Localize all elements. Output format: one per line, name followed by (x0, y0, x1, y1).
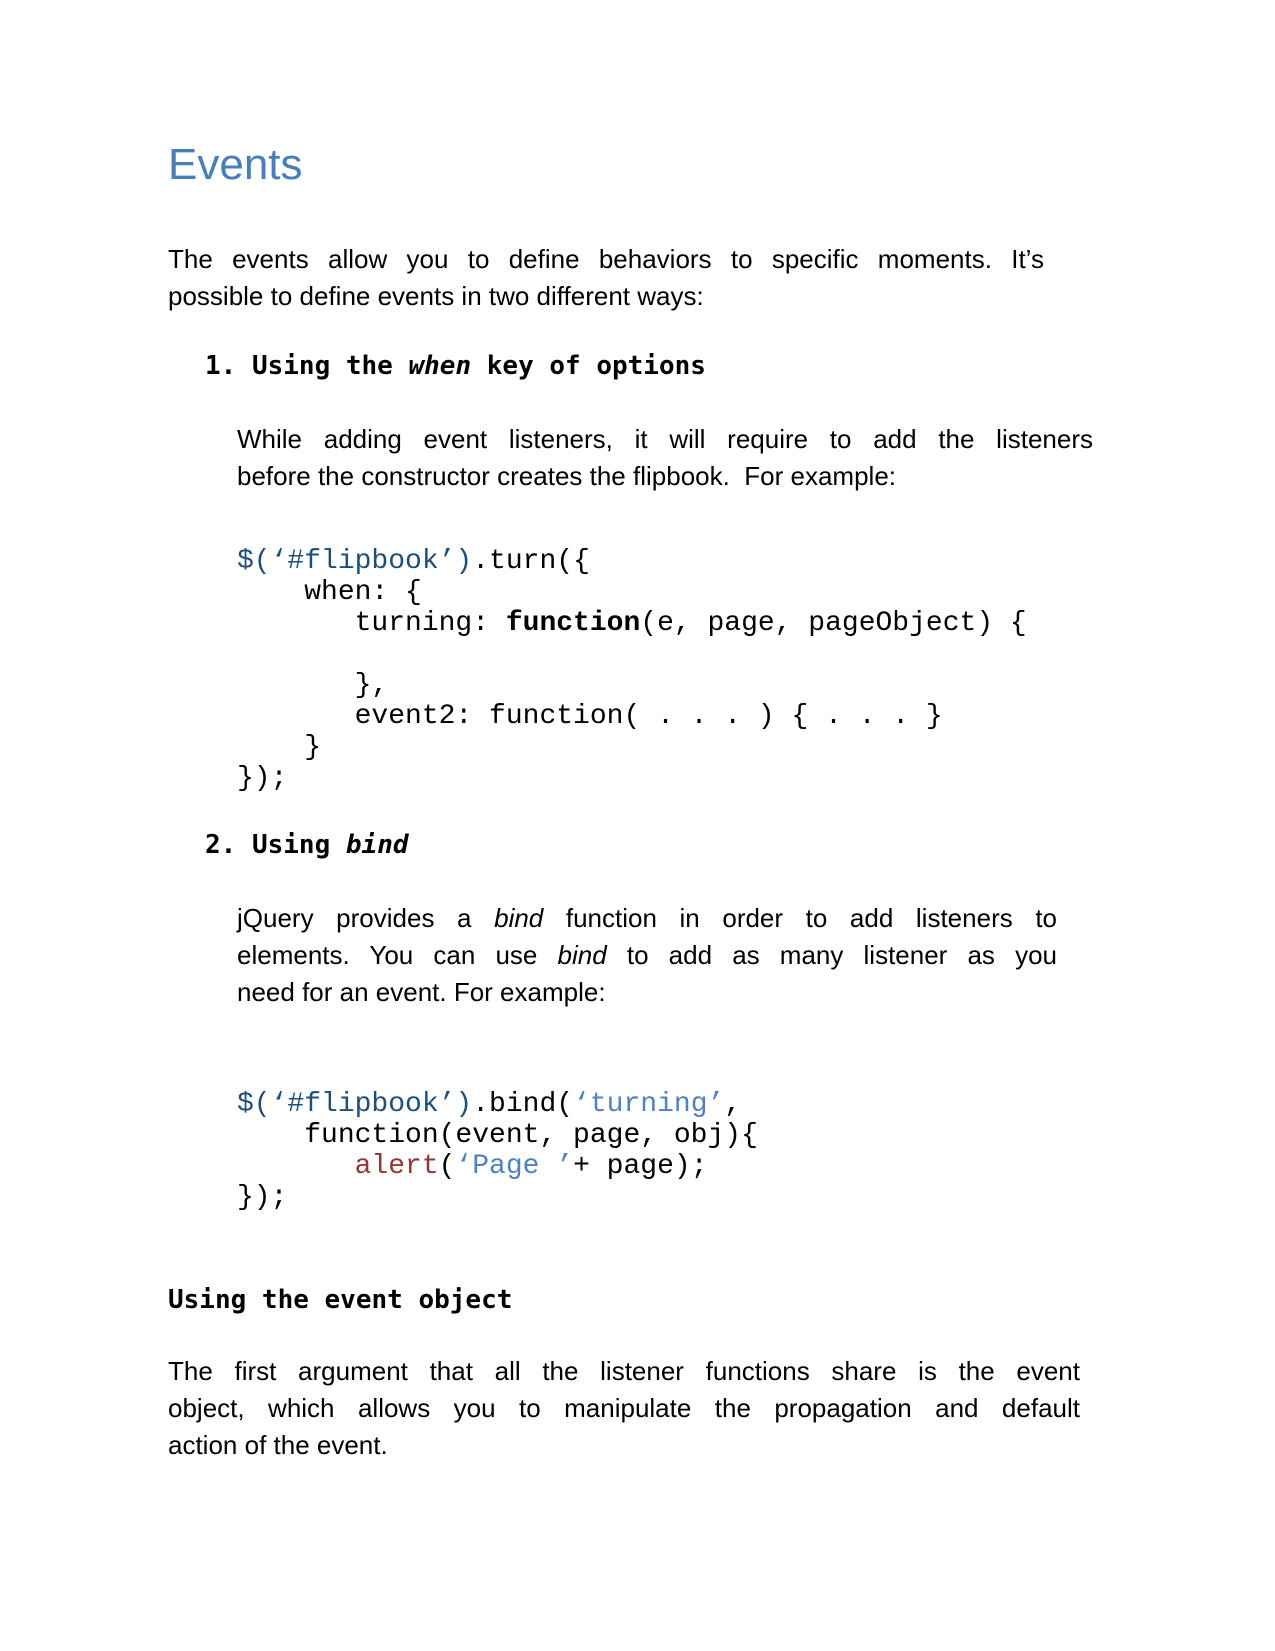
jquery-selector: $(‘#flipbook’) (237, 546, 473, 577)
item-1-line-1: While adding event listeners, it will require to add the listeners (237, 424, 1093, 454)
code-text: (e, page, pageObject) { (640, 608, 1027, 639)
section-heading-event-object: Using the event object (168, 1285, 513, 1315)
code-text: , (724, 1089, 742, 1120)
item-2-line-1 (237, 900, 1057, 937)
item-1-line-2: before the constructor creates the flipbook. For example: (237, 461, 897, 491)
jquery-selector: $(‘#flipbook’) (237, 1089, 473, 1120)
heading-1-text: 1. Using the (205, 351, 409, 381)
string-literal-turning: ‘turning’ (573, 1089, 725, 1120)
item-2-line-2 (237, 937, 1057, 974)
code-line (237, 546, 1275, 577)
code-line (237, 1151, 1275, 1182)
page-title: Events (168, 140, 303, 189)
item-2-paragraph (237, 900, 1057, 1011)
final-paragraph (168, 1353, 1080, 1464)
bind-emphasis: bind (494, 903, 544, 933)
intro-line-2: possible to define events in two different ways: (168, 281, 704, 311)
code-line: }); (237, 763, 288, 794)
item-1-paragraph (237, 421, 1093, 495)
code-line (237, 608, 1275, 639)
code-line: }, (237, 670, 389, 701)
heading-2-keyword-bind: bind (345, 830, 409, 860)
final-line-3: action of the event. (168, 1430, 388, 1460)
code-line: event2: function( . . . ) { . . . } (237, 701, 943, 732)
code-text: .bind( (472, 1089, 574, 1120)
heading-1-keyword-when: when (408, 351, 472, 381)
list-item-1-heading (205, 351, 1275, 381)
code-text (237, 1151, 355, 1182)
bind-emphasis: bind (557, 940, 607, 970)
string-literal-page: ‘Page ’ (455, 1151, 574, 1182)
list-item-2-heading (205, 830, 1275, 860)
code-line: } (237, 732, 322, 763)
alert-function: alert (354, 1151, 439, 1182)
intro-paragraph (168, 241, 1044, 315)
paragraph-text: elements. You can use (237, 940, 558, 970)
code-line: function(event, page, obj){ (237, 1120, 758, 1151)
final-line-1: The first argument that all the listener functions share is the event (168, 1356, 1080, 1386)
paragraph-text: jQuery provides a (237, 903, 495, 933)
item-2-line-3: need for an event. For example: (237, 977, 606, 1007)
heading-2-text: 2. Using (205, 830, 346, 860)
code-text: turning: (237, 608, 506, 639)
function-keyword: function (505, 608, 641, 639)
final-line-2: object, which allows you to manipulate the propagation and default (168, 1393, 1080, 1423)
heading-1-text-after: key of options (471, 351, 706, 381)
code-text: ( (438, 1151, 456, 1182)
document-content (168, 0, 1275, 1464)
paragraph-text: function in order to add listeners to (543, 903, 1058, 933)
code-line: }); (237, 1182, 288, 1213)
paragraph-text: to add as many listener as you (606, 940, 1057, 970)
code-line-blank (237, 639, 1275, 670)
intro-line-1: The events allow you to define behaviors to specific moments. It’s (168, 244, 1044, 274)
code-block-bind (237, 1089, 1275, 1213)
code-text: .turn({ (472, 546, 590, 577)
code-line (237, 1089, 1275, 1120)
code-line: when: { (237, 577, 422, 608)
code-text: + page); (573, 1151, 708, 1182)
code-block-turn-when (237, 546, 1275, 794)
